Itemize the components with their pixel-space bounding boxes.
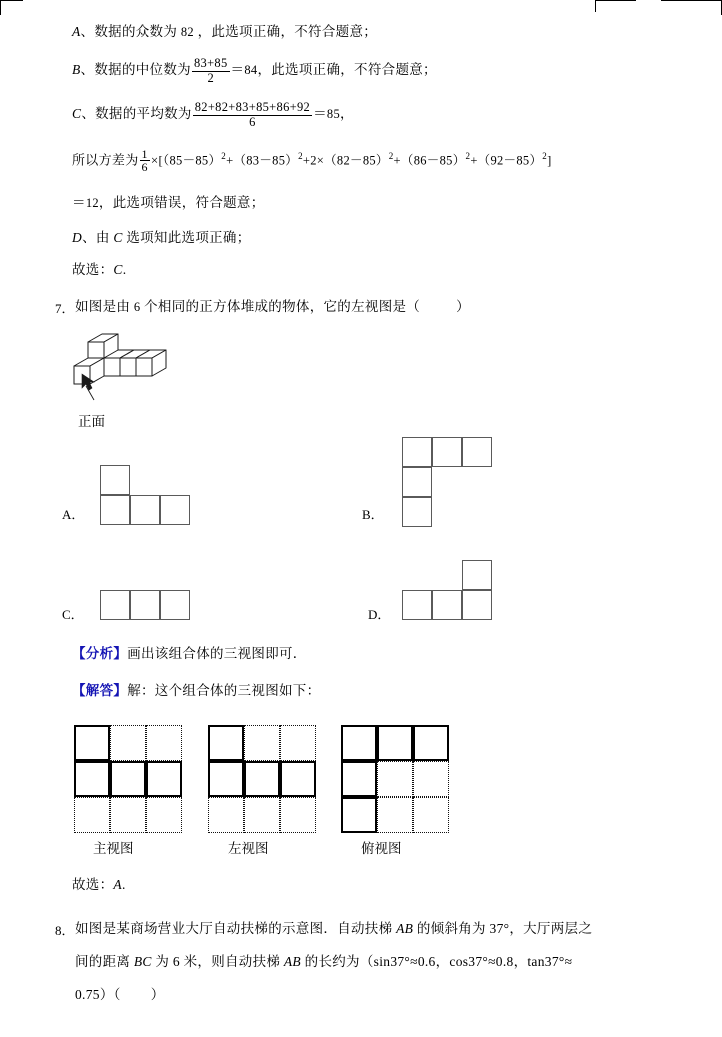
option-d-sep: 、由 [82, 230, 114, 245]
three-view-grid-cell [280, 725, 316, 761]
question-8-line-1 [75, 919, 592, 939]
variance-term-2: +2×（82－85） [302, 153, 389, 168]
crop-mark-top-left [0, 0, 23, 15]
question-8-number [55, 920, 75, 939]
crop-mark-top-right-secondary [595, 0, 636, 12]
option-d-ref: C [113, 230, 123, 245]
option-c-value: 85 [326, 107, 341, 122]
option-d-cell [462, 590, 492, 620]
option-a-cell [130, 495, 160, 525]
option-c-marker [62, 604, 84, 623]
three-view-grid-cell [413, 761, 449, 797]
option-b-cell [462, 437, 492, 467]
variance-denominator: 6 [141, 160, 148, 175]
option-a-text-before: 数据的众数为 [94, 24, 178, 39]
option-d-cell [432, 590, 462, 620]
option-c-text-before: 数据的平均数为 [95, 106, 192, 122]
variance-result-line [72, 193, 265, 213]
three-view-grid-cell [146, 725, 182, 761]
option-d-label: D [72, 230, 83, 245]
option-a-marker [62, 504, 84, 523]
three-view-grid-cell [377, 797, 413, 833]
q6-answer-line [72, 260, 126, 280]
front-face-label: 正面 [78, 414, 105, 429]
three-view-side-caption: 左视图 [228, 841, 269, 856]
q8-segment-bc: BC [133, 954, 152, 969]
question-8-line-3 [75, 985, 165, 1005]
solution-option-b-line [72, 57, 437, 85]
three-view-front [74, 725, 182, 833]
solution-line [72, 681, 320, 701]
option-d-cell [462, 560, 492, 590]
q7-num: 7 [55, 301, 62, 316]
three-view-filled-cell [341, 725, 377, 761]
cube-stack-svg [68, 330, 178, 410]
option-b-cell [402, 497, 432, 527]
variance-term-1: +（83－85） [226, 153, 299, 168]
three-view-top-caption: 俯视图 [361, 841, 402, 856]
q8-segment-ab-1: AB [396, 921, 414, 936]
three-view-filled-cell [208, 725, 244, 761]
option-d-marker [368, 604, 390, 623]
option-d-text-after: 选项知此选项正确； [122, 230, 251, 245]
option-c-cell [160, 590, 190, 620]
q8-l1-b: 的倾斜角为 37°，大厅两层之 [413, 921, 593, 936]
variance-exp-1: 2 [221, 151, 227, 161]
option-d-cell [402, 590, 432, 620]
option-a-letter: A [62, 507, 72, 522]
q6-answer-period: . [122, 262, 127, 277]
variance-times: × [150, 152, 159, 168]
three-view-grid-cell [413, 797, 449, 833]
three-view-grid-cell [244, 797, 280, 833]
option-b-sep: 、 [80, 62, 95, 78]
three-view-filled-cell [377, 725, 413, 761]
q7-answer-prefix: 故选： [72, 877, 114, 892]
q7-answer-period: . [121, 877, 126, 892]
q7-dot: ． [61, 301, 75, 316]
crop-mark-top-right [661, 0, 722, 15]
option-b-letter: B [362, 507, 371, 522]
q7-stem-b: 个相同的正方体堆成的物体，它的左视图是（ [140, 299, 421, 314]
option-a-sep: 、 [80, 24, 95, 39]
solution-tag: 【解答】 [72, 683, 128, 698]
option-c-label: C [72, 106, 82, 122]
q8-dot: ． [61, 923, 75, 938]
question-8-line-2 [75, 952, 572, 972]
three-view-grid-cell [377, 761, 413, 797]
solution-option-c-line [72, 101, 354, 129]
option-a-figure[interactable] [100, 465, 210, 525]
variance-term-3: +（86－85） [393, 153, 466, 168]
three-view-grid-cell [280, 797, 316, 833]
option-a-value: 82 [180, 25, 194, 39]
option-c-letter: C [62, 607, 71, 622]
option-d-letter: D [368, 607, 378, 622]
option-b-period: ． [370, 507, 384, 522]
three-view-filled-cell [74, 725, 110, 761]
option-c-cell [130, 590, 160, 620]
three-view-filled-cell [110, 761, 146, 797]
mean-fraction [193, 101, 312, 129]
three-view-grid-cell [110, 725, 146, 761]
variance-numerator: 1 [141, 146, 148, 161]
median-numerator: 83+85 [193, 56, 228, 70]
three-view-filled-cell [244, 761, 280, 797]
option-d-period: ． [377, 607, 391, 622]
analysis-text: 画出该组合体的三视图即可． [127, 646, 307, 661]
three-view-filled-cell [413, 725, 449, 761]
option-c-sep: 、 [81, 106, 96, 122]
option-c-text-after: ， [340, 106, 354, 122]
median-fraction [192, 57, 230, 85]
isometric-cube-figure [68, 330, 178, 410]
three-view-filled-cell [341, 761, 377, 797]
option-b-text-after: ，此选项正确，不符合题意； [257, 62, 437, 78]
three-view-front-caption: 主视图 [93, 841, 134, 856]
q7-answer-value: A [113, 877, 122, 892]
option-a-period: ． [71, 507, 85, 522]
variance-exp-2: 2 [298, 151, 303, 161]
option-a-label: A [72, 24, 81, 39]
option-b-figure[interactable] [402, 437, 512, 527]
variance-exp-4: 2 [465, 151, 471, 161]
solution-text: 解：这个组合体的三视图如下： [127, 683, 321, 698]
q8-l1-a: 如图是某商场营业大厅自动扶梯的示意图．自动扶梯 [75, 921, 397, 936]
solution-option-a-line [72, 22, 377, 42]
q8-l3-b: ） [150, 987, 165, 1002]
variance-lead: 所以方差为 [72, 152, 139, 168]
three-view-grid-cell [208, 797, 244, 833]
option-a-cell [100, 495, 130, 525]
q6-answer-value: C [113, 262, 123, 277]
variance-fraction [140, 148, 150, 175]
variance-body: [（85－85） [158, 153, 222, 168]
q7-stem-c: ） [456, 299, 470, 314]
solution-option-d-line [72, 228, 251, 248]
option-c-figure[interactable] [100, 590, 210, 622]
mean-numerator: 82+82+83+85+86+92 [194, 100, 311, 114]
option-b-label: B [72, 62, 81, 78]
three-view-filled-cell [208, 761, 244, 797]
option-b-cell [432, 437, 462, 467]
three-view-side [208, 725, 316, 833]
q8-segment-ab-2: AB [283, 954, 301, 969]
variance-result-text: ，此选项错误，符合题意； [98, 195, 265, 210]
option-c-equals: ＝ [313, 106, 327, 122]
variance-result-value: 12 [85, 196, 99, 210]
three-view-grid-cell [244, 725, 280, 761]
variance-result-equals: ＝ [72, 195, 86, 210]
q8-l2-a: 间的距离 [75, 954, 134, 969]
option-a-cell [160, 495, 190, 525]
variance-line [72, 146, 552, 174]
mean-denominator: 6 [249, 114, 256, 129]
option-c-cell [100, 590, 130, 620]
three-view-filled-cell [146, 761, 182, 797]
question-7-number [55, 298, 75, 317]
option-b-marker [362, 504, 384, 523]
option-a-text-after: ，此选项正确，不符合题意； [197, 24, 378, 39]
option-b-text-before: 数据的中位数为 [94, 62, 191, 78]
three-view-top [341, 725, 449, 833]
median-denominator: 2 [207, 70, 215, 85]
q8-l2-c: 的长约为（sin37°≈0.6，cos37°≈0.8，tan37°≈ [300, 954, 573, 969]
q8-l2-b: 为 6 米，则自动扶梯 [151, 954, 284, 969]
option-d-figure[interactable] [402, 560, 512, 620]
variance-term-5: ] [547, 153, 552, 168]
three-view-filled-cell [74, 761, 110, 797]
q8-l3-a: 0.75）（ [75, 987, 121, 1002]
three-view-grid-cell [74, 797, 110, 833]
analysis-tag: 【分析】 [72, 646, 128, 661]
q6-answer-prefix: 故选： [72, 262, 114, 277]
three-view-filled-cell [280, 761, 316, 797]
option-b-equals: ＝ [230, 62, 245, 78]
q8-num: 8 [55, 923, 62, 938]
variance-exp-3: 2 [388, 151, 394, 161]
analysis-line [72, 644, 307, 664]
three-view-filled-cell [341, 797, 377, 833]
option-b-value: 84 [244, 63, 258, 78]
option-b-cell [402, 467, 432, 497]
q7-cube-count: 6 [133, 300, 141, 314]
three-view-grid-cell [146, 797, 182, 833]
option-b-cell [402, 437, 432, 467]
variance-term-4: +（92－85） [470, 153, 543, 168]
variance-exp-5: 2 [542, 151, 548, 161]
q7-stem-a: 如图是由 [75, 299, 134, 314]
three-view-grid-cell [110, 797, 146, 833]
q7-answer-line [72, 875, 126, 895]
option-a-cell [100, 465, 130, 495]
option-c-period: ． [70, 607, 84, 622]
question-7-stem [75, 297, 470, 317]
